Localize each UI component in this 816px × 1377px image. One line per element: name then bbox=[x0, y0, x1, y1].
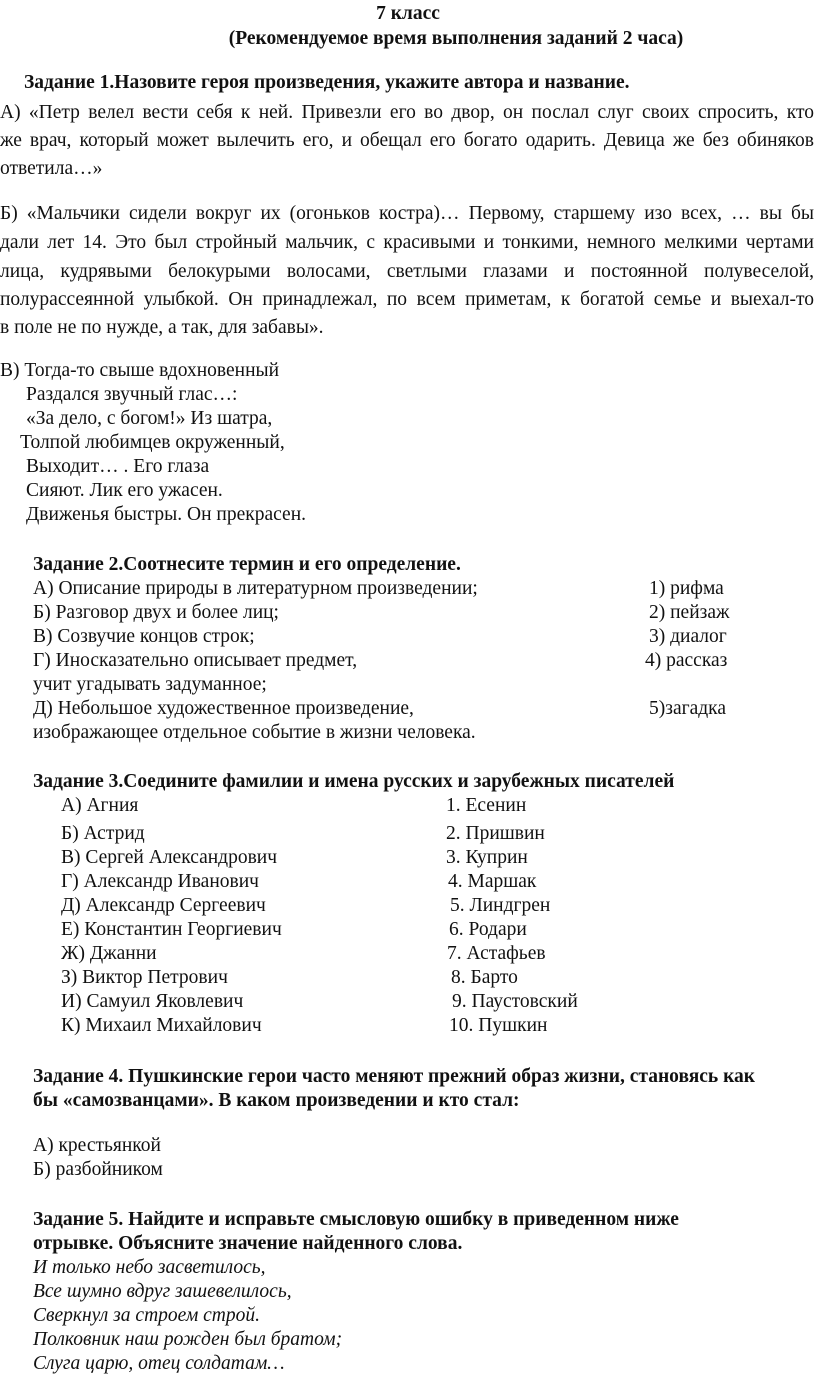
task3-surname: 2. Пришвин bbox=[446, 823, 545, 844]
task1-b-line: дали лет 14. Это был стройный мальчик, с красивыми и тонкими, немного мелкими чертами bbox=[0, 232, 814, 253]
task1-title: Задание 1.Назовите героя произведения, укажите автора и название. bbox=[24, 72, 630, 93]
task3-surname: 3. Куприн bbox=[446, 847, 528, 868]
task1-v-line: Сияют. Лик его ужасен. bbox=[26, 480, 223, 501]
task5-poem-line: Все шумно вдруг зашевелилось, bbox=[33, 1281, 292, 1302]
task2-definition: 1) рифма bbox=[649, 578, 724, 599]
task3-name: В) Сергей Александрович bbox=[61, 847, 278, 868]
task3-title: Задание 3.Соедините фамилии и имена русских и зарубежных писателей bbox=[33, 771, 675, 792]
task3-surname: 7. Астафьев bbox=[447, 943, 546, 964]
task4-item: Б) разбойником bbox=[33, 1159, 163, 1180]
task1-b-line: в поле не по нужде, а так, для забавы». bbox=[0, 317, 324, 338]
task1-v-line: В) Тогда-то свыше вдохновенный bbox=[0, 360, 280, 381]
task1-b-line: Б) «Мальчики сидели вокруг их (огоньков костра)… Первому, старшему изо всех, … вы бы bbox=[0, 203, 814, 224]
task2-definition: 4) рассказ bbox=[645, 650, 728, 671]
task5-poem-line: Сверкнул за строем строй. bbox=[33, 1305, 261, 1326]
task4-item: А) крестьянкой bbox=[33, 1135, 161, 1156]
task1-a-line: А) «Петр велел вести себя к ней. Привезли его во двор, он послал слуг своих спросить, кто bbox=[0, 102, 814, 123]
task1-v-line: Раздался звучный глас…: bbox=[26, 384, 238, 405]
task1-a-line: же врач, который может вылечить его, и обещал его богато одарить. Девица же без обиняков bbox=[0, 130, 814, 151]
task5-poem-line: Полковник наш рожден был братом; bbox=[33, 1329, 343, 1350]
task2-term: Д) Небольшое художественное произведение, bbox=[33, 698, 414, 719]
task3-surname: 1. Есенин bbox=[446, 795, 527, 816]
task1-a-line: ответила…» bbox=[0, 158, 103, 179]
task3-surname: 9. Паустовский bbox=[452, 991, 578, 1012]
task3-surname: 4. Маршак bbox=[448, 871, 537, 892]
time-heading: (Рекомендуемое время выполнения заданий 2 часа) bbox=[228, 28, 684, 49]
task3-surname: 8. Барто bbox=[451, 967, 518, 988]
task5-title-line: отрывке. Объясните значение найденного слова. bbox=[33, 1233, 463, 1254]
task3-surname: 10. Пушкин bbox=[449, 1015, 548, 1036]
task3-name: З) Виктор Петрович bbox=[61, 967, 228, 988]
task3-name: Г) Александр Иванович bbox=[61, 871, 259, 892]
task3-name: Е) Константин Георгиевич bbox=[61, 919, 282, 940]
task3-surname: 5. Линдгрен bbox=[450, 895, 551, 916]
task3-name: Д) Александр Сергеевич bbox=[61, 895, 266, 916]
task5-poem-line: Слуга царю, отец солдатам… bbox=[33, 1353, 285, 1374]
task3-name: А) Агния bbox=[61, 795, 139, 816]
task2-title: Задание 2.Соотнесите термин и его определение. bbox=[33, 554, 461, 575]
task2-term: Б) Разговор двух и более лиц; bbox=[33, 602, 279, 623]
task2-definition: 5)загадка bbox=[649, 698, 727, 719]
task2-definition: 3) диалог bbox=[649, 626, 727, 647]
task1-v-line: Движенья быстры. Он прекрасен. bbox=[26, 504, 306, 525]
task1-b-line: полурассеянной улыбкой. Он принадлежал, по всем приметам, к богатой семье и выехал-то bbox=[0, 289, 814, 310]
task2-term: изображающее отдельное событие в жизни человека. bbox=[33, 722, 476, 743]
task1-v-line: Выходит… . Его глаза bbox=[26, 456, 210, 477]
task1-v-line: «За дело, с богом!» Из шатра, bbox=[26, 408, 273, 429]
task4-title-line: Задание 4. Пушкинские герои часто меняют прежний образ жизни, становясь как bbox=[33, 1066, 756, 1087]
task2-definition: 2) пейзаж bbox=[649, 602, 730, 623]
task1-v-line: Толпой любимцев окруженный, bbox=[20, 432, 285, 453]
task3-surname: 6. Родари bbox=[449, 919, 527, 940]
task3-name: Ж) Джанни bbox=[61, 943, 157, 964]
task3-name: И) Самуил Яковлевич bbox=[61, 991, 244, 1012]
task3-name: Б) Астрид bbox=[61, 823, 145, 844]
task2-term: Г) Иносказательно описывает предмет, bbox=[33, 650, 358, 671]
task5-title-line: Задание 5. Найдите и исправьте смысловую ошибку в приведенном ниже bbox=[33, 1209, 679, 1230]
grade-heading: 7 класс bbox=[376, 3, 440, 24]
task2-term: А) Описание природы в литературном произведении; bbox=[33, 578, 478, 599]
task4-title-line: бы «самозванцами». В каком произведении и кто стал: bbox=[33, 1090, 520, 1111]
task1-b-line: лица, кудрявыми белокурыми волосами, светлыми глазами и постоянной полувеселой, bbox=[0, 261, 814, 282]
task5-poem-line: И только небо засветилось, bbox=[33, 1257, 266, 1278]
task3-name: К) Михаил Михайлович bbox=[61, 1015, 262, 1036]
task2-term: В) Созвучие концов строк; bbox=[33, 626, 255, 647]
task2-term: учит угадывать задуманное; bbox=[33, 674, 267, 695]
